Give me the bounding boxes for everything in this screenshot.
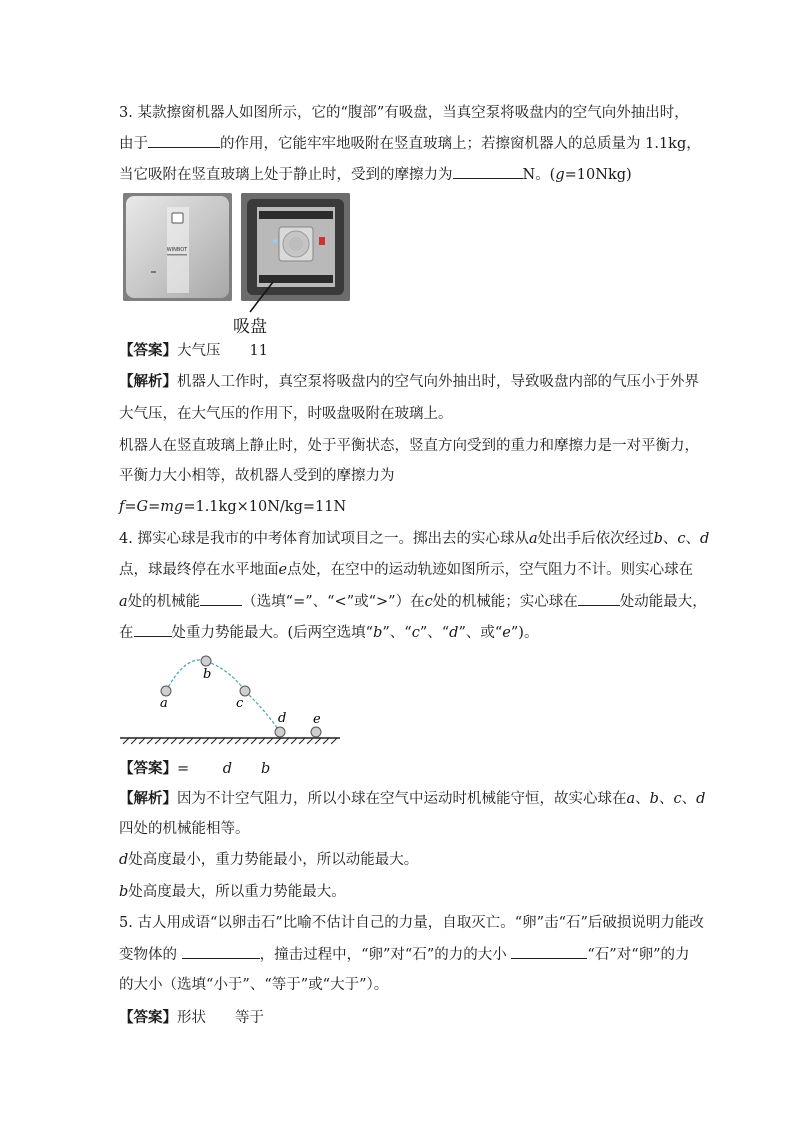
q4-analysis-2: 四处的机械能相等。	[119, 821, 250, 837]
robot-front-photo	[123, 193, 232, 301]
ball-d	[275, 727, 285, 737]
q3-formula	[119, 497, 346, 517]
q4-line-4	[119, 622, 538, 643]
q3-line3-c: =10Nkg)	[564, 167, 632, 183]
q4-point-a: a	[528, 531, 538, 547]
q4-l4-d: d	[449, 625, 459, 641]
formula-G: G	[136, 499, 149, 515]
q5-answer-text: 形状 等于	[177, 1010, 264, 1026]
q3-line2-b: 的作用，它能牢牢地吸附在竖直玻璃上；若擦窗机器人的总质量为 1.1kg，	[220, 136, 701, 152]
q3-line3-b: N。(	[522, 167, 556, 183]
q4-an-sep2: 、	[658, 791, 674, 807]
q3-line2-a: 由于	[119, 136, 148, 152]
q4-line3-b: （选填“=”、“<”或“>”）在	[242, 594, 425, 610]
formula-rest: =1.1kg×10N/kg=11N	[183, 499, 347, 515]
q4-answer	[119, 759, 270, 779]
q4-l3-a: a	[119, 594, 128, 610]
q4-l4-e: e	[502, 625, 511, 641]
q4-an-sep3: 、	[681, 791, 697, 807]
label-d: d	[278, 711, 287, 726]
q5-line2-a: 变物体的	[119, 947, 177, 963]
q4-point-c: c	[677, 531, 686, 547]
ball-c	[240, 686, 250, 696]
q3-analysis-4: 平衡力大小相等，故机器人受到的摩擦力为	[119, 468, 395, 484]
q3-answer-tag: 【答案】	[119, 343, 177, 359]
q3-line-3	[119, 164, 632, 185]
q5-line-3: 的大小（选填“小于”、“等于”或“大于”）。	[119, 977, 389, 993]
q3-answer	[119, 341, 268, 361]
q4-blank-3[interactable]	[134, 622, 172, 637]
q4-l3-c: c	[424, 594, 433, 610]
q4-answer-tag: 【答案】	[119, 761, 177, 777]
ball-a	[161, 686, 171, 696]
ground-hatching	[123, 738, 337, 744]
q3-analysis-tag: 【解析】	[119, 374, 177, 390]
q3-analysis1: 机器人工作时，真空泵将吸盘内的空气向外抽出时，导致吸盘内部的气压小于外界	[177, 374, 699, 390]
q4-point-e: e	[278, 562, 288, 578]
q5-blank-1[interactable]	[182, 944, 260, 959]
q5-line2-b: ，撞击过程中，“卵”对“石”的力的大小	[259, 947, 507, 963]
formula-eq1: =	[124, 499, 137, 515]
label-c: c	[236, 696, 244, 711]
q5-line-2	[119, 944, 690, 965]
trajectory-diagram	[115, 650, 345, 746]
q3-analysis-1	[119, 372, 699, 392]
q4-line4-d: ”、“	[419, 625, 450, 641]
q4-an-c: c	[673, 791, 682, 807]
q4-an-b: b	[649, 791, 659, 807]
q4-line2-a: 点，球最终停在水平地面	[119, 562, 279, 578]
q4-line2-b: 点处，在空中的运动轨迹如图所示，空气阻力不计。则实心球在	[287, 562, 694, 578]
q4-line-3	[119, 591, 707, 612]
q4-an-sep1: 、	[635, 791, 650, 807]
brand-logo: WINBOT	[166, 247, 188, 253]
formula-mg: mg	[160, 499, 184, 515]
q4-analysis1-a: 因为不计空气阻力，所以小球在空气中运动时机械能守恒，故实心球在	[177, 791, 627, 807]
q4-point-b: b	[653, 531, 663, 547]
q4-line4-c: ”、“	[382, 625, 412, 641]
q5-line-1: 5. 古人用成语“以卵击石”比喻不估计自己的力量，自取灭亡。“卵”击“石”后破损说明力能改	[119, 915, 704, 931]
label-e: e	[313, 712, 321, 727]
q4-blank-2[interactable]	[578, 591, 620, 606]
q4-blank-1[interactable]	[200, 591, 242, 606]
q4-line1-a: 4. 掷实心球是我市的中考体育加试项目之一。掷出去的实心球从	[119, 531, 529, 547]
q3-line3-a: 当它吸附在竖直玻璃上处于静止时，受到的摩擦力为	[119, 167, 453, 183]
label-a: a	[160, 696, 168, 711]
q4-line3-a: 处的机械能	[127, 594, 201, 610]
q4-l4-b: b	[373, 625, 383, 641]
q4-analysis-tag: 【解析】	[119, 791, 177, 807]
suction-cup-label: 吸盘	[233, 317, 267, 337]
q3-blank-2[interactable]	[453, 164, 523, 179]
q3-analysis-3: 机器人在竖直玻璃上静止时，处于平衡状态，竖直方向受到的重力和摩擦力是一对平衡力，	[119, 438, 699, 454]
q5-blank-2[interactable]	[511, 944, 587, 959]
ball-e	[311, 727, 321, 737]
q4-line4-b: 处重力势能最大。(后两空选填“	[171, 625, 374, 641]
q3-blank-1[interactable]	[148, 133, 220, 148]
q4-sep1: 、	[662, 531, 678, 547]
ball-b	[201, 656, 211, 666]
q4-line-1	[119, 529, 709, 549]
q4-line4-a: 在	[119, 625, 134, 641]
trajectory-path	[166, 660, 280, 732]
q4-line1-b: 处出手后依次经过	[537, 531, 654, 547]
q5-line2-c: “石”对“卵”的力	[587, 947, 690, 963]
q4-line4-e: ”、或“	[458, 625, 503, 641]
q4-analysis-1	[119, 789, 705, 809]
q4-an3-b: b	[119, 884, 129, 900]
q3-answer-text: 大气压 11	[177, 343, 268, 359]
q4-analysis-3	[119, 850, 418, 870]
q4-line4-f: ”)。	[510, 625, 539, 641]
q4-an2-d: d	[119, 852, 129, 868]
q4-an-a: a	[626, 791, 636, 807]
q4-an-d: d	[696, 791, 706, 807]
q4-l4-c: c	[411, 625, 420, 641]
q4-analysis3: 处高度最大，所以重力势能最大。	[128, 884, 346, 900]
q5-answer	[119, 1008, 264, 1028]
formula-eq2: =	[148, 499, 161, 515]
q4-line3-c: 处的机械能；实心球在	[432, 594, 578, 610]
q5-answer-tag: 【答案】	[119, 1010, 177, 1026]
q4-line3-d: 处动能最大，	[619, 594, 707, 610]
label-b: b	[203, 667, 212, 682]
formula-f: f	[119, 499, 125, 515]
q3-line3-g: g	[555, 167, 565, 183]
q4-sep2: 、	[685, 531, 701, 547]
q3-line-2	[119, 133, 701, 154]
q4-line-2	[119, 560, 693, 580]
q3-analysis-2: 大气压，在大气压的作用下，时吸盘吸附在玻璃上。	[119, 406, 453, 422]
q4-analysis2: 处高度最小，重力势能最小，所以动能最大。	[128, 852, 419, 868]
q4-analysis-4	[119, 882, 346, 902]
q3-line-1: 3. 某款擦窗机器人如图所示，它的“腹部”有吸盘，当真空泵将吸盘内的空气向外抽出时，	[119, 105, 689, 121]
q4-answer-text: = d b	[177, 761, 271, 777]
q4-point-d: d	[700, 531, 710, 547]
